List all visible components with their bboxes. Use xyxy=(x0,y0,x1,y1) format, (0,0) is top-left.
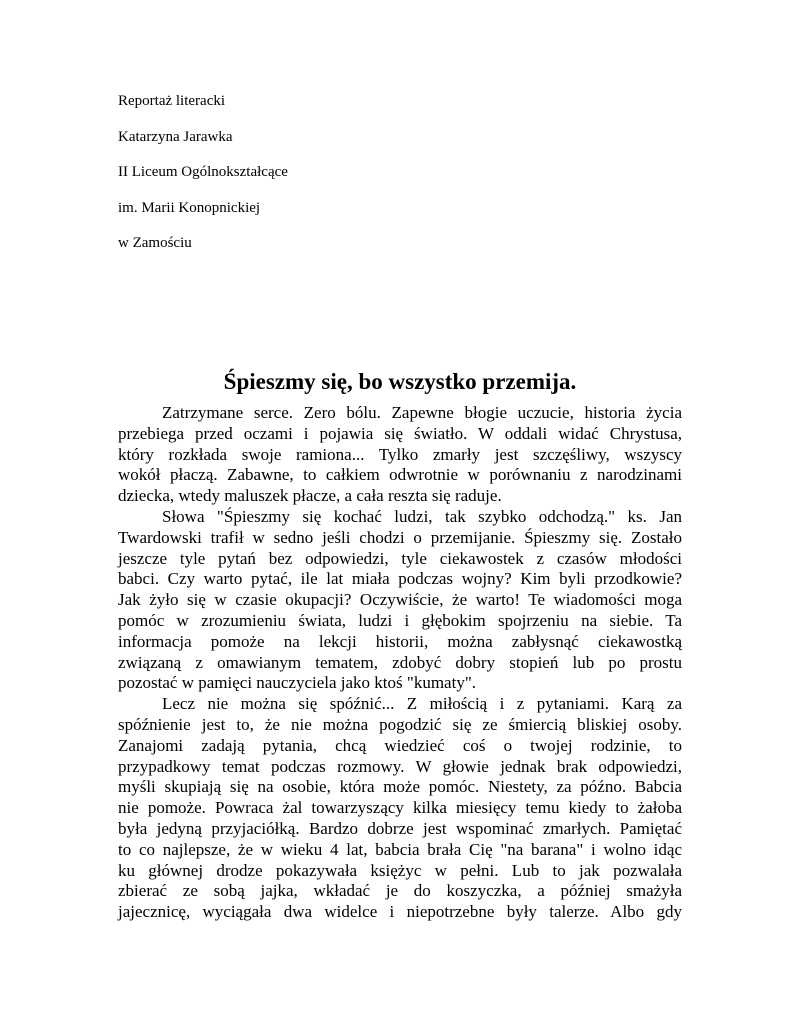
text-line: Twardowski trafił w sedno jeśli chodzi o przemijanie. Śpieszmy się. Zostało xyxy=(118,527,682,547)
author-info xyxy=(118,92,518,270)
text-line: jajecznicę, wyciągała dwa widelce i niepotrzebne były talerze. Albo gdy xyxy=(118,902,682,922)
text-line: myśli skupiają się na osobie, która może pomóc. Niestety, za późno. Babcia xyxy=(118,777,682,797)
genre-label: Reportaż literacki xyxy=(118,93,226,109)
text-line: Słowa "Śpieszmy się kochać ludzi, tak szybko odchodzą." ks. Jan xyxy=(162,506,682,526)
text-line: związaną z omawianym tematem, zdobyć dobry stopień lub po prostu xyxy=(118,652,682,672)
text-line: Jak żyło się w czasie okupacji? Oczywiście, że warto! Te wiadomości moga xyxy=(118,590,682,610)
school-patron: im. Marii Konopnickiej xyxy=(118,199,261,216)
text-line: nie pomoże. Powraca żal towarzyszący kilka miesięcy temu kiedy to żałoba xyxy=(118,798,682,818)
text-line: pozostać w pamięci nauczyciela jako ktoś "kumaty". xyxy=(118,673,477,693)
text-line: to co najlepsze, że w wieku 4 lat, babcia brała Cię "na barana" i wolno idąc xyxy=(118,839,682,859)
text-line: ku głównej drodze pokazywała księżyc w pełni. Lub to jak pozwalała xyxy=(118,860,682,880)
text-line: jeszcze tyle pytań bez odpowiedzi, tyle ciekawostek z czasów młodości xyxy=(118,548,682,568)
text-line: przypadkowy temat podczas rozmowy. W głowie jednak brak odpowiedzi, xyxy=(118,756,682,776)
text-line: pomóc w zrozumieniu świata, ludzi i głębokim spojrzeniu na siebie. Ta xyxy=(118,610,682,630)
text-line: Zanajomi zadają pytania, chcą wiedzieć coś o twojej rodzinie, to xyxy=(118,735,682,755)
text-line: który rozkłada swoje ramiona... Tylko zmarły jest szczęśliwy, wszyscy xyxy=(118,444,682,464)
text-line: informacja pomoże na lekcji historii, można zabłysnąć ciekawostką xyxy=(118,631,682,651)
paragraph-3 xyxy=(118,694,682,923)
article-body xyxy=(118,403,682,923)
text-line: spóźnienie jest to, że nie można pogodzić się ze śmiercią bliskiej osoby. xyxy=(118,714,682,734)
text-line: Lecz nie można się spóźnić... Z miłością i z pytaniami. Karą za xyxy=(162,694,682,714)
text-line: przebiega przed oczami i pojawia się światło. W oddali widać Chrystusa, xyxy=(118,423,682,443)
text-line: zbierać ze sobą jajka, wkładać je do koszyczka, a później smażyła xyxy=(118,881,682,901)
text-line: dziecka, wtedy maluszek płacze, a cała reszta się raduje. xyxy=(118,486,502,506)
text-line: Zatrzymane serce. Zero bólu. Zapewne błogie uczucie, historia życia xyxy=(162,403,682,422)
paragraph-2 xyxy=(118,507,682,694)
article-title: Śpieszmy się, bo wszystko przemija. xyxy=(223,369,577,394)
school-name: II Liceum Ogólnokształcące xyxy=(118,164,288,180)
school-city: w Zamościu xyxy=(118,235,192,251)
author-name: Katarzyna Jarawka xyxy=(118,128,233,145)
paragraph-1 xyxy=(118,403,682,507)
text-line: wokół płaczą. Zabawne, to całkiem odwrotnie w porównaniu z narodzinami xyxy=(118,465,682,485)
text-line: była jedyną przyjaciółką. Bardzo dobrze jest wspominać zmarłych. Pamiętać xyxy=(118,818,682,838)
text-line: babci. Czy warto pytać, ile lat miała podczas wojny? Kim byli przodkowie? xyxy=(118,569,682,589)
